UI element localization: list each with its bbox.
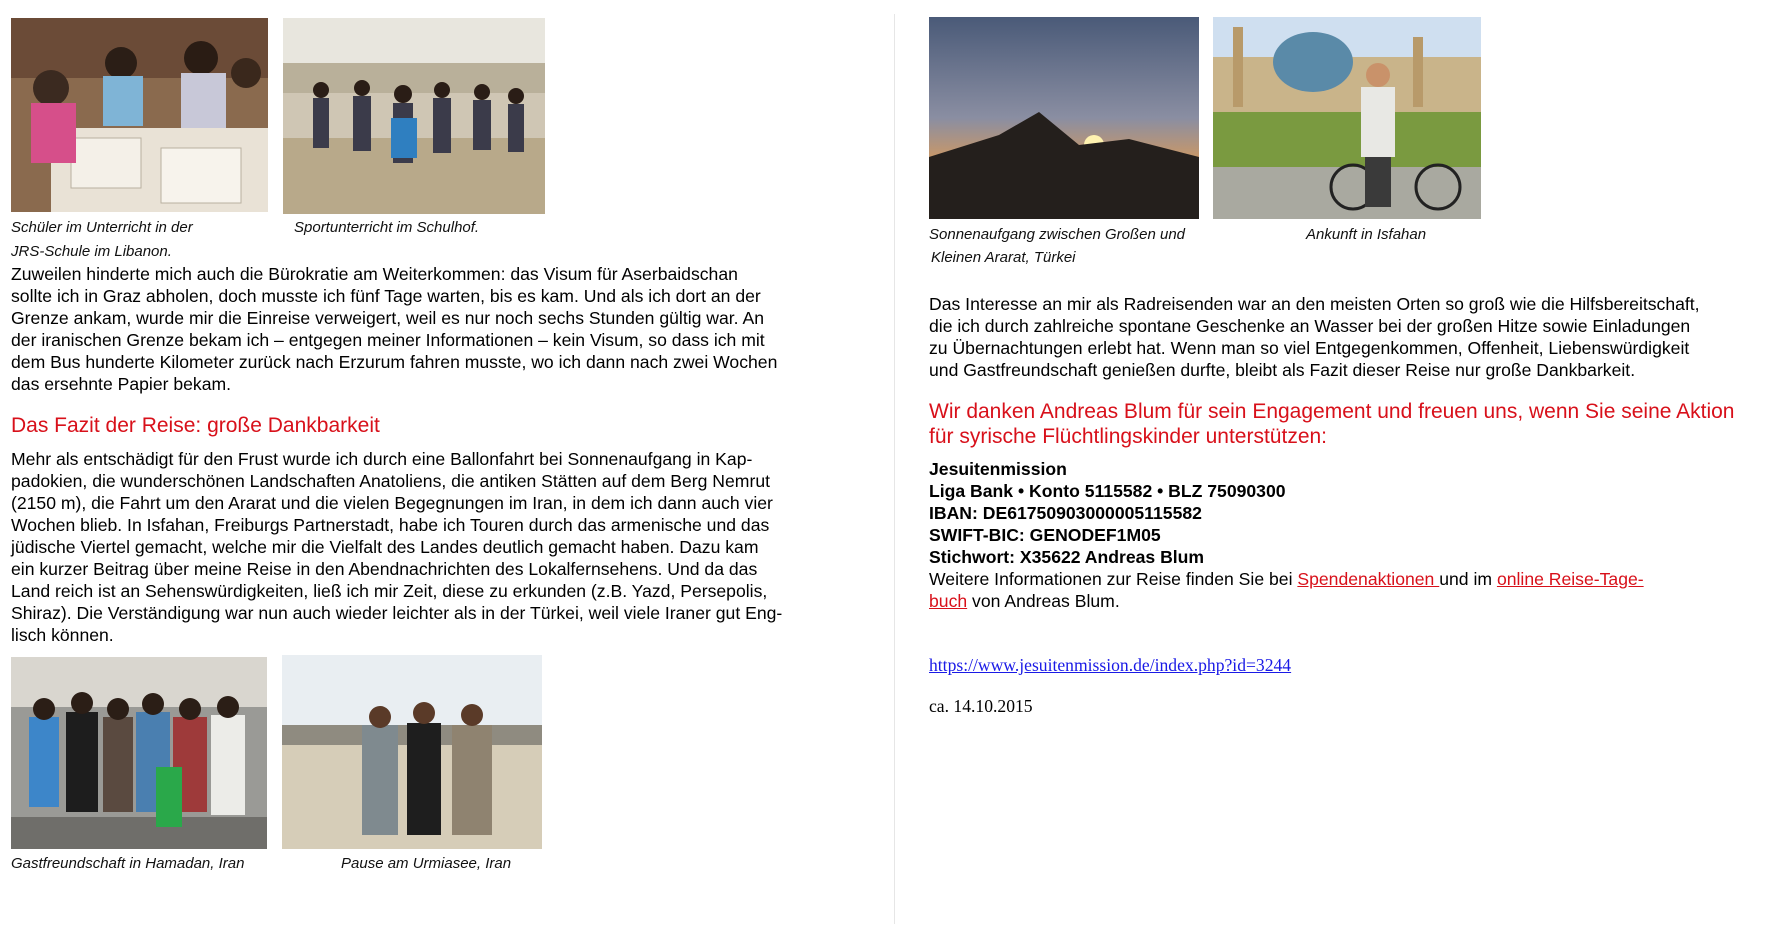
photo-schoolyard — [283, 18, 545, 214]
bank-org: Jesuitenmission — [929, 459, 1067, 479]
text-line: Wochen blieb. In Isfahan, Freiburgs Partnerstadt, habe ich Touren durch das armenische und das — [11, 515, 770, 535]
spendenaktionen-link[interactable]: Spendenaktionen — [1297, 569, 1440, 589]
text-line: lisch können. — [11, 625, 114, 645]
column-divider — [894, 14, 895, 924]
photo-classroom — [11, 18, 268, 212]
bank-swift: SWIFT-BIC: GENODEF1M05 — [929, 525, 1161, 545]
bank-account: Liga Bank • Konto 5115582 • BLZ 75090300 — [929, 481, 1286, 501]
caption-ararat-line1: Sonnenaufgang zwischen Großen und — [929, 226, 1186, 243]
caption-schoolyard: Sportunterricht im Schulhof. — [294, 219, 480, 236]
caption-hamadan: Gastfreundschaft in Hamadan, Iran — [11, 855, 245, 872]
photo-isfahan — [1213, 17, 1481, 219]
text-line: Das Interesse an mir als Radreisenden war an den meisten Orten so groß wie die Hilfsbereitschaft, — [929, 294, 1700, 314]
text-line: padokien, die wunderschönen Landschaften Anatoliens, die antiken Stätten auf dem Berg Nemrut — [11, 471, 770, 491]
photo-hamadan — [11, 657, 267, 849]
thanks-heading-line: für syrische Flüchtlingskinder unterstützen: — [929, 425, 1328, 448]
text-line: zu Übernachtungen erlebt hat. Wenn man so viel Entgegenkommen, Offenheit, Liebenswürdigkeit — [929, 338, 1690, 358]
caption-urmia: Pause am Urmiasee, Iran — [341, 855, 512, 872]
document-date: ca. 14.10.2015 — [929, 696, 1033, 716]
more-info-line1 — [929, 568, 1644, 590]
paragraph-bureaucracy — [11, 263, 777, 395]
text-line: (2150 m), die Fahrt um den Ararat und die vielen Begegnungen im Iran, in dem ich dann auch vier — [11, 493, 773, 513]
bank-iban: IBAN: DE61750903000005115582 — [929, 503, 1202, 523]
more-info-prefix: Weitere Informationen zur Reise finden Sie bei — [929, 569, 1298, 589]
text-line: das ersehnte Papier bekam. — [11, 374, 232, 394]
photo-ararat — [929, 17, 1199, 219]
text-line: der iranischen Grenze bekam ich – entgegen meiner Informationen – kein Visum, so dass ich mit — [11, 330, 765, 350]
reisetagebuch-link-part2[interactable]: buch — [929, 591, 968, 611]
text-line: Zuweilen hinderte mich auch die Bürokratie am Weiterkommen: das Visum für Aserbaidschan — [11, 264, 738, 284]
paragraph-hospitality — [929, 293, 1700, 381]
caption-ararat-line2: Kleinen Ararat, Türkei — [931, 249, 1076, 266]
more-info-paragraph — [929, 568, 1644, 612]
source-url-link[interactable]: https://www.jesuitenmission.de/index.php?id=3244 — [929, 655, 1292, 675]
reisetagebuch-link-part1[interactable]: online Reise-Tage- — [1496, 569, 1644, 589]
thanks-heading — [929, 399, 1735, 449]
text-line: Land reich ist an Sehenswürdigkeiten, ließ ich mir Zeit, diese zu erkunden (z.B. Yazd, Persepolis, — [11, 581, 768, 601]
caption-classroom-line2: JRS-Schule im Libanon. — [11, 243, 172, 260]
text-line: sollte ich in Graz abholen, doch musste ich fünf Tage warten, bis es kam. Und als ich dort an der — [11, 286, 761, 306]
paragraph-fazit — [11, 448, 782, 646]
text-line: und Gastfreundschaft genießen durfte, bleibt als Fazit dieser Reise nur große Dankbarkeit. — [929, 360, 1636, 380]
text-line: Shiraz). Die Verständigung war nun auch wieder leichter als in der Türkei, weil viele Iraner gut Eng- — [11, 603, 783, 623]
section-heading-fazit: Das Fazit der Reise: große Dankbarkeit — [11, 414, 380, 437]
text-line: ein kurzer Beitrag über meine Reise in den Abendnachrichten des Lokalfernsehens. Und da das — [11, 559, 758, 579]
text-line: dem Bus hunderte Kilometer zurück nach Erzurum fahren musste, wo ich dann nach zwei Wochen — [11, 352, 778, 372]
caption-classroom-line1: Schüler im Unterricht in der — [11, 219, 193, 236]
text-line: Mehr als entschädigt für den Frust wurde ich durch eine Ballonfahrt bei Sonnenaufgang in Kap- — [11, 449, 753, 469]
bank-details — [929, 458, 1286, 568]
more-info-suffix: von Andreas Blum. — [967, 591, 1120, 611]
text-line: Grenze ankam, wurde mir die Einreise verweigert, weil es nur noch sechs Stunden gültig war. An — [11, 308, 764, 328]
more-info-line2 — [929, 590, 1644, 612]
text-line: die ich durch zahlreiche spontane Geschenke an Wasser bei der großen Hitze sowie Einladungen — [929, 316, 1691, 336]
thanks-heading-line: Wir danken Andreas Blum für sein Engagement und freuen uns, wenn Sie seine Aktion — [929, 400, 1735, 423]
bank-keyword: Stichwort: X35622 Andreas Blum — [929, 547, 1205, 567]
caption-isfahan: Ankunft in Isfahan — [1306, 226, 1427, 243]
photo-urmia — [282, 655, 542, 849]
text-line: jüdische Viertel gemacht, welche mir die Vielfalt des Landes deutlich gemacht haben. Dazu kam — [11, 537, 759, 557]
more-info-middle: und im — [1439, 569, 1497, 589]
